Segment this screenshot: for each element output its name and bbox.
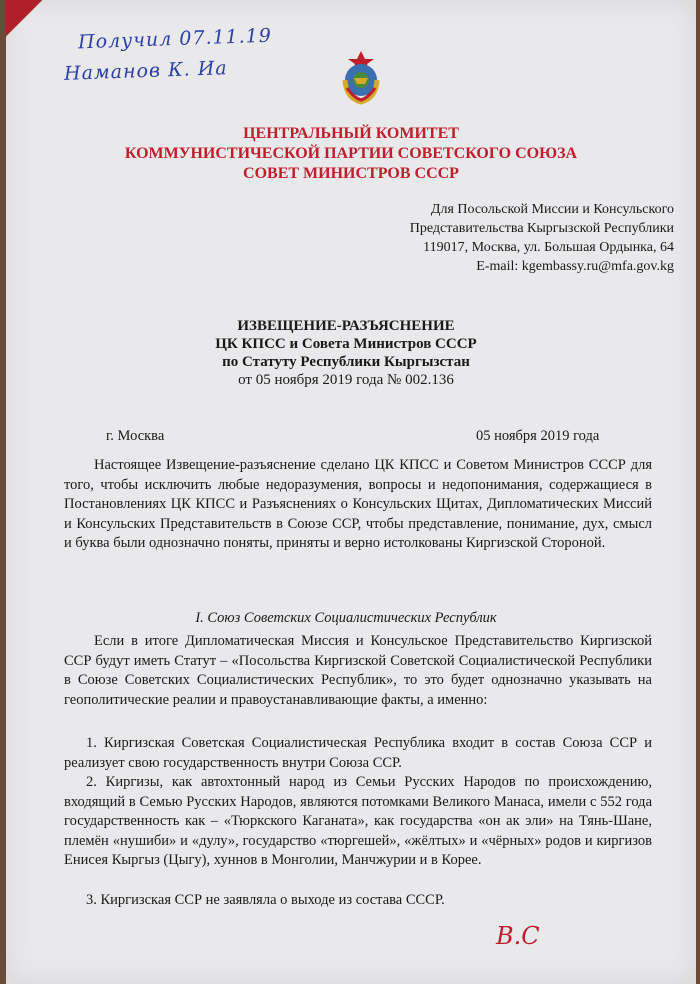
red-ribbon xyxy=(6,0,46,40)
addressee-block xyxy=(344,200,674,276)
header-line-3: СОВЕТ МИНИСТРОВ СССР xyxy=(243,165,459,182)
document-subject: по Статуту Республики Кыргызстан xyxy=(222,354,470,370)
handwritten-received-note: Получил 07.11.19 xyxy=(77,24,273,54)
addressee-line-1: Для Посольской Миссии и Консульского xyxy=(430,202,674,217)
addressee-line-2: Представительства Кыргызской Республики xyxy=(409,221,674,236)
intro-paragraph: Настоящее Извещение-разъяснение сделано ЦК КПСС и Советом Министров СССР для того, чтобы исключить любые недоразумения, вопросы и недопонимания, содержащиеся в Постановлениях ЦК КПСС и Разъяснениях о Консульских Щитах, Дипломатических Миссий и Консульских Представительств в Союзе ССР, чтобы представление, понимание, дух, смысл и буква были однозначно поняты, приняты и верно истолкованы Киргизской Стороной. xyxy=(64,457,652,551)
place: г. Москва xyxy=(106,428,165,444)
section-heading: I. Союз Советских Социалистических Республик xyxy=(195,610,497,626)
document-issuer: ЦК КПСС и Совета Министров СССР xyxy=(215,336,477,352)
addressee-email: E-mail: kgembassy.ru@mfa.gov.kg xyxy=(476,259,674,274)
header-line-1: ЦЕНТРАЛЬНЫЙ КОМИТЕТ xyxy=(243,125,459,142)
document-date-number: от 05 ноября 2019 года № 002.136 xyxy=(238,372,454,388)
header-line-2: КОММУНИСТИЧЕСКОЙ ПАРТИИ СОВЕТСКОГО СОЮЗА xyxy=(124,145,578,162)
addressee-line-3: 119017, Москва, ул. Большая Ордынка, 64 xyxy=(423,240,674,255)
document-page xyxy=(6,0,696,984)
handwritten-initials: В.С xyxy=(496,922,540,950)
list-item: 3. Киргизская ССР не заявляла о выходе из состава СССР. xyxy=(86,892,445,908)
list-item: 1. Киргизская Советская Социалистическая Республика входит в состав Союза ССР и реализует свою государственность внутри Союза ССР. xyxy=(64,735,652,771)
handwritten-signature-note: Наманов К. Иа xyxy=(63,57,229,85)
state-emblem-icon xyxy=(332,48,390,106)
document-title: ИЗВЕЩЕНИЕ-РАЗЪЯСНЕНИЕ xyxy=(237,318,455,334)
section-paragraph: Если в итоге Дипломатическая Миссия и Консульское Представительство Киргизской ССР будут иметь Статут – «Посольства Киргизской Советской Социалистической Республики в Союзе Советских Социалистических Республик», то это будет однозначно указывать на геополитические реалии и правоустанавливающие факты, а именно: xyxy=(64,633,652,708)
date: 05 ноября 2019 года xyxy=(476,428,600,444)
list-item: 2. Киргизы, как автохтонный народ из Семьи Русских Народов по происхождению, входящий в Семью Русских Народов, являются потомками Великого Манаса, имели с 552 года государственность как – «Тюркского Каганата», как государства «он ак эли» на Тянь-Шане, племён «нушиби» и «дулу», государство «тюргешей», «жёлтых» и «чёрных» родов и киргизов Енисея Кыргыз (Цыгу), хуннов в Монголии, Манчжурии и в Корее. xyxy=(64,774,652,868)
